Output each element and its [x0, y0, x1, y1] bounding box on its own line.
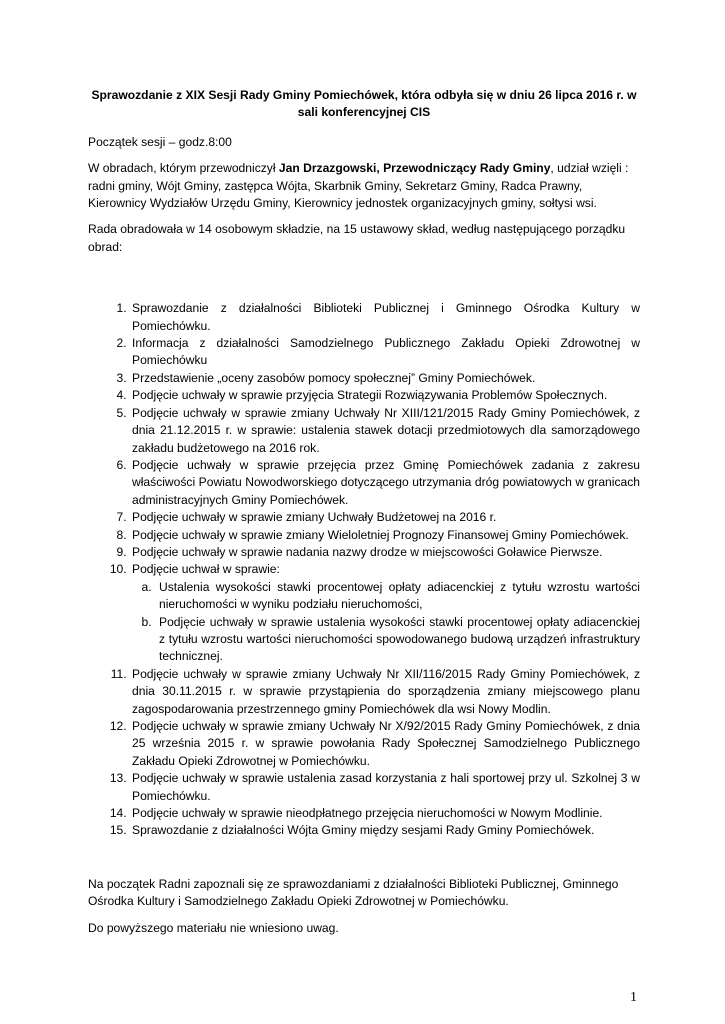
- agenda-subitem: a. Ustalenia wysokości stawki procentowej opłaty adiacenckiej z tytułu wzrostu wartości nieruchomości w wyniku podziału nieruchomości,: [155, 579, 640, 614]
- agenda-sublist: [132, 579, 640, 666]
- participants-suffix: , udział wzięli : radni gminy, Wójt Gminy, zastępca Wójta, Skarbnik Gminy, Sekretarz Gminy, Radca Prawny, Kierownicy Wydziałów Urzędu Gminy, Kierownicy jednostek organizacyjnych gminy, sołtysi wsi.: [88, 161, 629, 211]
- document-title: Sprawozdanie z XIX Sesji Rady Gminy Pomiechówek, która odbyła się w dniu 26 lipca 2016 r. w sali konferencyjnej CIS: [91, 88, 637, 120]
- participants-paragraph: [88, 160, 640, 212]
- reports-paragraph: Na początek Radni zapoznali się ze sprawozdaniami z działalności Biblioteki Publicznej, Gminnego Ośrodka Kultury i Samodzielnego Zakładu Opieki Zdrowotnej w Pomiechówku.: [88, 876, 619, 909]
- agenda-item: 6. Podjęcie uchwały w sprawie przejęcia przez Gminę Pomiechówek zadania z zakresu właściwości Powiatu Nowodworskiego dotyczącego utrzymania dróg powiatowych w granicach administracyjnych Gminy Pomiechówek.: [130, 457, 640, 509]
- agenda-item: 9. Podjęcie uchwały w sprawie nadania nazwy drodze w miejscowości Goławice Pierwsze.: [130, 544, 640, 561]
- agenda-item: 7. Podjęcie uchwały w sprawie zmiany Uchwały Budżetowej na 2016 r.: [130, 509, 640, 526]
- agenda-item: 4. Podjęcie uchwały w sprawie przyjęcia Strategii Rozwiązywania Problemów Społecznych.: [130, 387, 640, 404]
- agenda-item: 15. Sprawozdanie z działalności Wójta Gminy między sesjami Rady Gminy Pomiechówek.: [130, 822, 640, 839]
- agenda-list: [88, 300, 640, 840]
- agenda-item: 13. Podjęcie uchwały w sprawie ustalenia zasad korzystania z hali sportowej przy ul. Szkolnej 3 w Pomiechówku.: [130, 770, 640, 805]
- agenda-subitem: b. Podjęcie uchwały w sprawie ustalenia wysokości stawki procentowej opłaty adiacenckiej z tytułu wzrostu wartości nieruchomości spowodowanego budową urządzeń infrastruktury technicznej.: [155, 614, 640, 666]
- agenda-item: 8. Podjęcie uchwały w sprawie zmiany Wieloletniej Prognozy Finansowej Gminy Pomiechówek.: [130, 527, 640, 544]
- agenda-item-text: Podjęcie uchwał w sprawie:: [132, 562, 280, 577]
- participants-prefix: W obradach, którym przewodniczył: [88, 161, 279, 176]
- document-body: [88, 87, 640, 946]
- agenda-item: [130, 561, 640, 665]
- agenda-item: 2. Informacja z działalności Samodzielnego Publicznego Zakładu Opieki Zdrowotnej w Pomiechówku: [130, 335, 640, 370]
- composition-paragraph: Rada obradowała w 14 osobowym składzie, na 15 ustawowy skład, według następującego porządku obrad:: [88, 222, 626, 254]
- chairman-name: Jan Drzazgowski, Przewodniczący Rady Gminy: [278, 161, 551, 176]
- agenda-item: 1. Sprawozdanie z działalności Biblioteki Publicznej i Gminnego Ośrodka Kultury w Pomiechówku.: [130, 300, 640, 335]
- agenda-item: 14. Podjęcie uchwały w sprawie nieodpłatnego przejęcia nieruchomości w Nowym Modlinie.: [130, 805, 640, 822]
- agenda-item: 12. Podjęcie uchwały w sprawie zmiany Uchwały Nr X/92/2015 Rady Gminy Pomiechówek, z dnia 25 września 2015 r. w sprawie powołania Rady Społecznej Samodzielnego Publicznego Zakładu Opieki Zdrowotnej w Pomiechówku.: [130, 718, 640, 770]
- agenda-item: 3. Przedstawienie „oceny zasobów pomocy społecznej” Gminy Pomiechówek.: [130, 370, 640, 387]
- page-number: 1: [630, 990, 637, 1005]
- agenda-item: 11. Podjęcie uchwały w sprawie zmiany Uchwały Nr XII/116/2015 Rady Gminy Pomiechówek, z dnia 30.11.2015 r. w sprawie przystąpienia do sporządzenia zmiany miejscowego planu zagospodarowania przestrzennego gminy Pomiechówek dla wsi Nowy Modlin.: [130, 666, 640, 718]
- session-start: Początek sesji – godz.8:00: [88, 134, 232, 149]
- no-remarks-paragraph: Do powyższego materiału nie wniesiono uwag.: [88, 920, 339, 935]
- agenda-item: 5. Podjęcie uchwały w sprawie zmiany Uchwały Nr XIII/121/2015 Rady Gminy Pomiechówek, z dnia 21.12.2015 r. w sprawie: ustalenia stawek dotacji przedmiotowych dla samorządowego zakładu budżetowego na 2016 rok.: [130, 405, 640, 457]
